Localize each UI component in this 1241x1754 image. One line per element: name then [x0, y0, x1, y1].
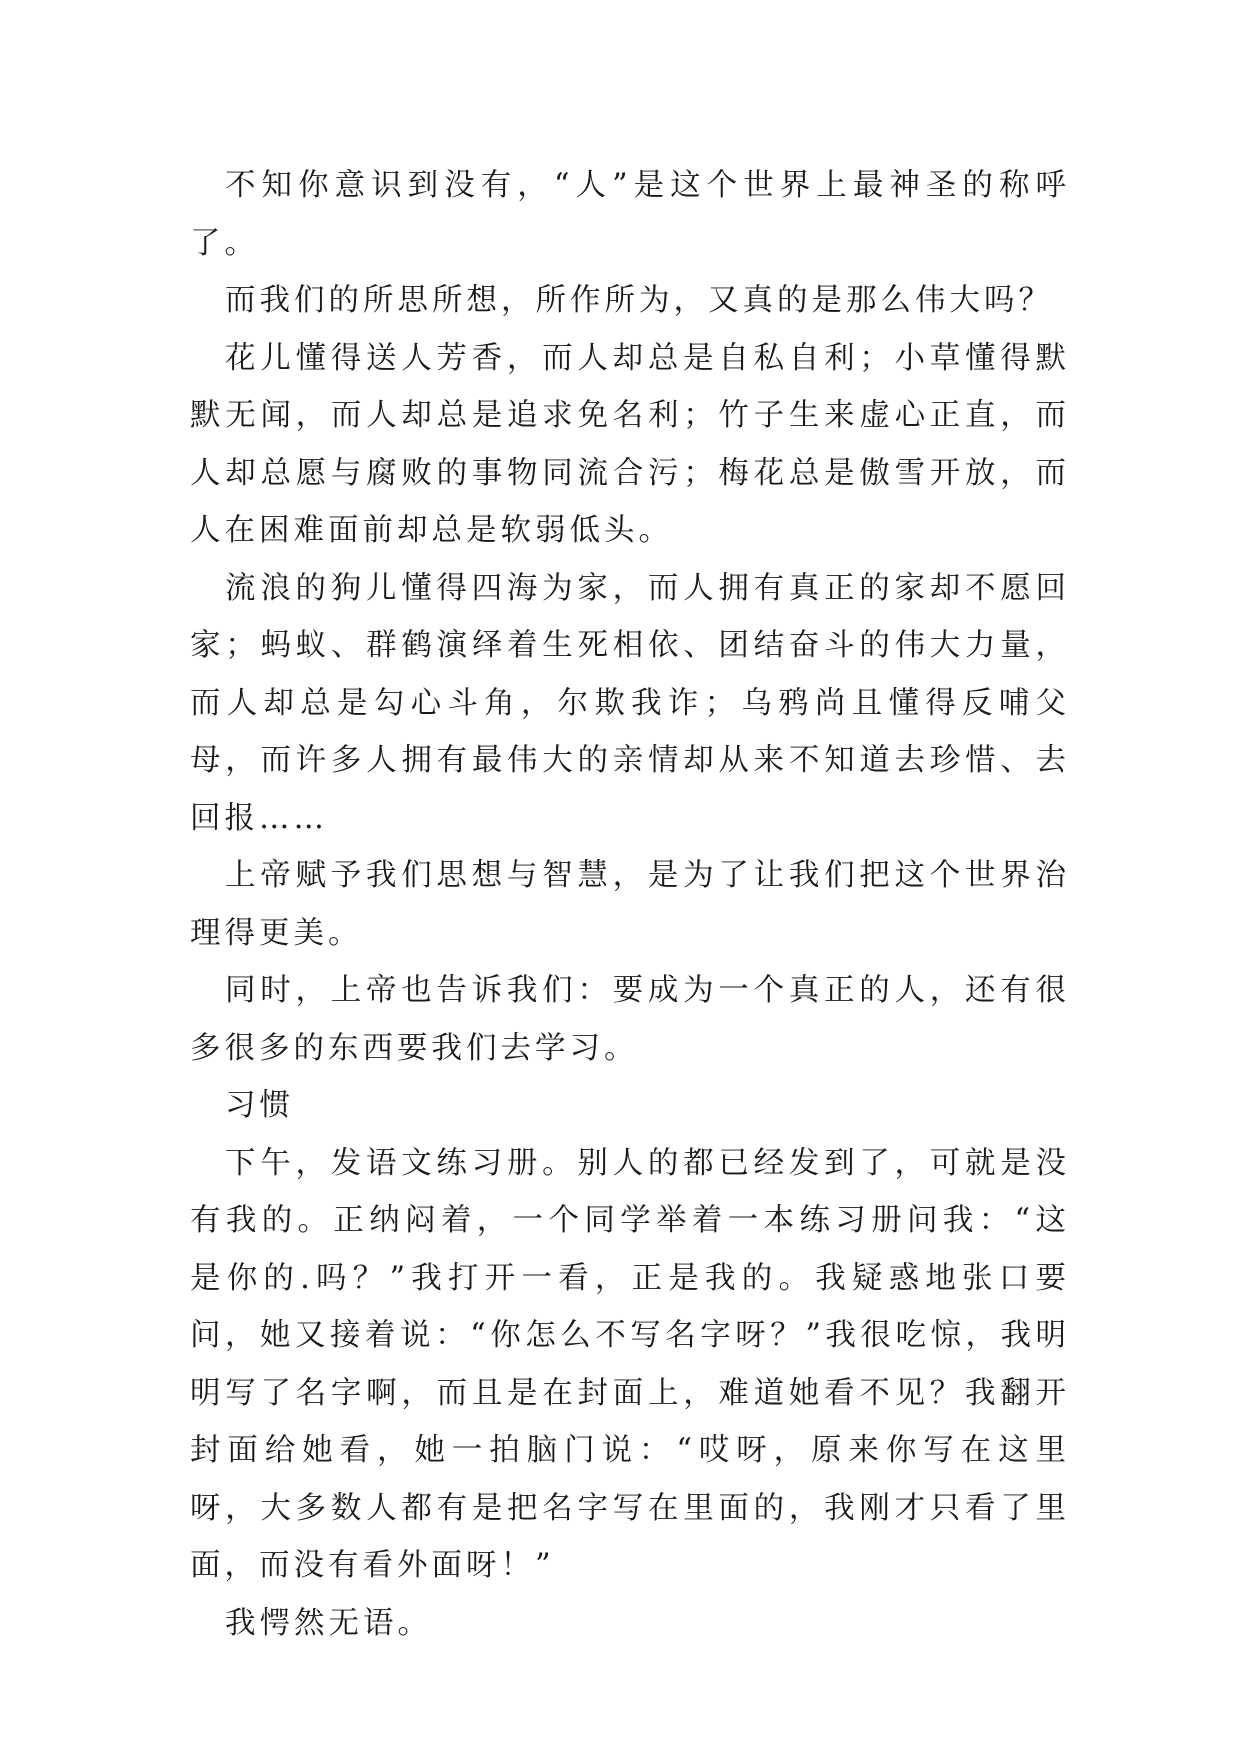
paragraph-8: 我愕然无语。	[225, 1605, 432, 1641]
document-body	[190, 157, 1070, 1652]
paragraph-3: 花儿懂得送人芳香，而人却总是自私自利；小草懂得默默无闻，而人却总是追求免名利；竹子生来虚心正直，而人却总愿与腐败的事物同流合污；梅花总是傲雪开放，而人在困难面前却总是软弱低头。	[190, 340, 1070, 548]
paragraph-6: 同时，上帝也告诉我们：要成为一个真正的人，还有很多很多的东西要我们去学习。	[190, 973, 1070, 1066]
paragraph-5: 上帝赋予我们思想与智慧，是为了让我们把这个世界治理得更美。	[190, 858, 1070, 951]
paragraph-7: 下午，发语文练习册。别人的都已经发到了，可就是没有我的。正纳闷着，一个同学举着一本练习册问我：“这是你的.吗？”我打开一看，正是我的。我疑惑地张口要问，她又接着说：“你怎么不写名字呀？”我很吃惊，我明明写了名字啊，而且是在封面上，难道她看不见？我翻开封面给她看，她一拍脑门说：“哎呀，原来你写在这里呀，大多数人都有是把名字写在里面的，我刚才只看了里面，而没有看外面呀！”	[190, 1145, 1070, 1583]
paragraph-1: 不知你意识到没有，“人”是这个世界上最神圣的称呼了。	[190, 168, 1070, 261]
paragraph-4: 流浪的狗儿懂得四海为家，而人拥有真正的家却不愿回家；蚂蚁、群鹤演绎着生死相依、团结奋斗的伟大力量，而人却总是勾心斗角，尔欺我诈；乌鸦尚且懂得反哺父母，而许多人拥有最伟大的亲情却从来不知道去珍惜、去回报……	[190, 570, 1070, 836]
section-heading: 习惯	[225, 1088, 294, 1123]
paragraph-2: 而我们的所思所想，所作所为，又真的是那么伟大吗？	[225, 283, 1053, 318]
